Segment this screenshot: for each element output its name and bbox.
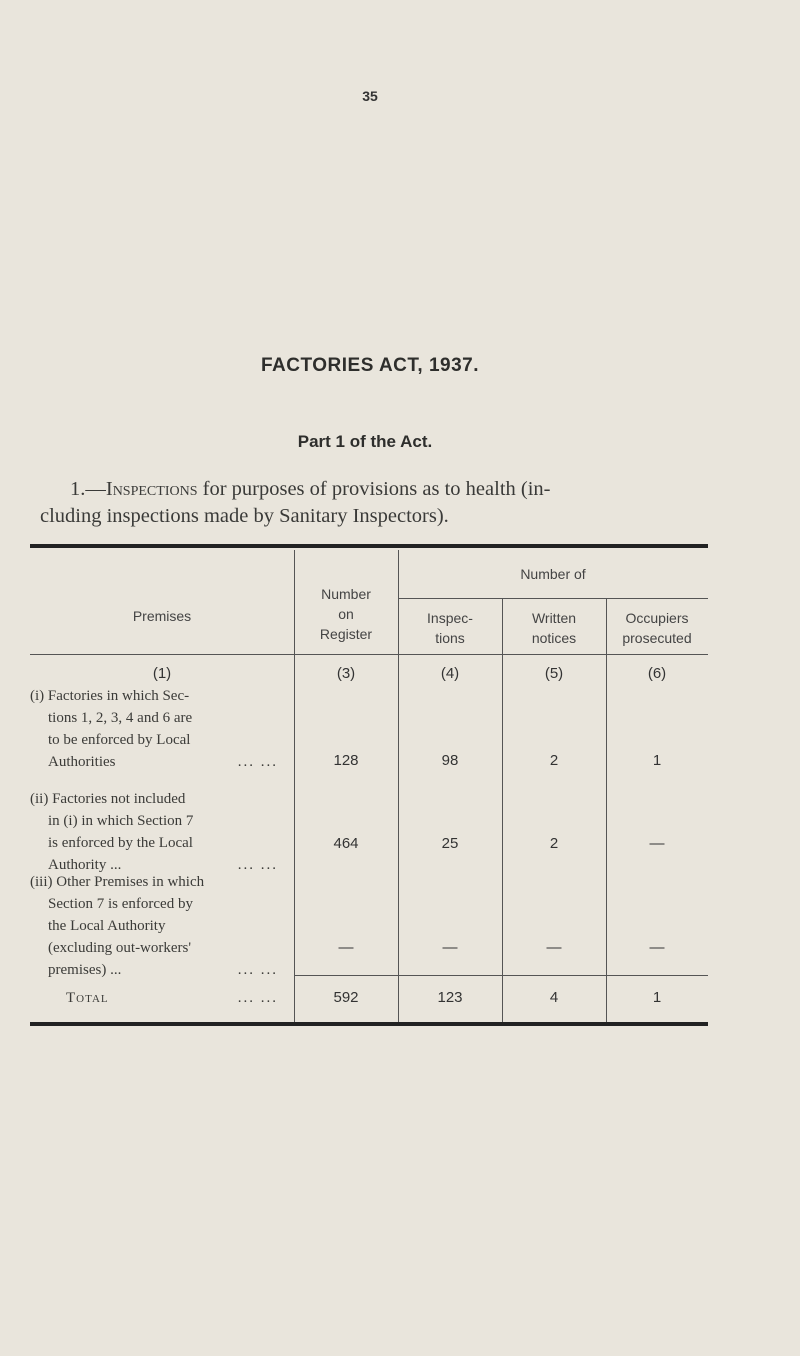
cell-register: — bbox=[338, 939, 354, 956]
row-label-line: in (i) in which Section 7 bbox=[48, 813, 194, 829]
cell-inspections: — bbox=[442, 939, 458, 956]
intro-line1: for purposes of provisions as to health (in- bbox=[197, 478, 551, 500]
leader-dots: ... ... bbox=[237, 857, 278, 873]
row-label-line: Authorities bbox=[48, 754, 116, 770]
row-label-line: (excluding out-workers' bbox=[48, 940, 192, 956]
col-number: (5) bbox=[544, 665, 564, 682]
total-written-notices: 4 bbox=[549, 989, 559, 1006]
row-label-line: Section 7 is enforced by bbox=[48, 896, 193, 912]
header-written-line: notices bbox=[531, 630, 577, 646]
row-label-line: (i) Factories in which Sec- bbox=[30, 688, 190, 704]
cell-register: 128 bbox=[333, 752, 359, 769]
header-inspections-line: Inspec- bbox=[427, 610, 473, 626]
header-register-line: on bbox=[338, 606, 354, 622]
col-number: (1) bbox=[152, 665, 172, 682]
header-written-notices bbox=[502, 608, 606, 648]
cell-occupiers: 1 bbox=[652, 752, 662, 769]
header-occupiers-prosecuted bbox=[606, 608, 708, 648]
header-occupiers-line: prosecuted bbox=[622, 630, 692, 646]
cell-occupiers: — bbox=[649, 835, 665, 852]
col-divider bbox=[606, 598, 607, 1022]
section-subtitle: Part 1 of the Act. bbox=[297, 432, 433, 451]
inspections-table bbox=[30, 544, 708, 1026]
header-register bbox=[294, 584, 398, 644]
cell-register: 464 bbox=[333, 835, 359, 852]
cell-written-notices: 2 bbox=[549, 752, 559, 769]
total-occupiers: 1 bbox=[652, 989, 662, 1006]
row-label-line: tions 1, 2, 3, 4 and 6 are bbox=[48, 710, 193, 726]
col-number: (4) bbox=[440, 665, 460, 682]
leader-dots: ... ... bbox=[237, 962, 278, 978]
header-inspections bbox=[398, 608, 502, 648]
row-label-line: (ii) Factories not included bbox=[30, 791, 186, 807]
cell-occupiers: — bbox=[649, 939, 665, 956]
header-rule bbox=[30, 654, 708, 655]
total-row-label bbox=[30, 987, 278, 1009]
page-number: 35 bbox=[362, 88, 378, 104]
row-label-line: to be enforced by Local bbox=[48, 732, 191, 748]
leader-dots: ... ... bbox=[237, 754, 278, 770]
page-title: FACTORIES ACT, 1937. bbox=[260, 355, 479, 376]
row-label-line: premises) ... bbox=[48, 962, 122, 978]
group-header-rule bbox=[398, 598, 708, 599]
total-rule bbox=[294, 975, 708, 976]
cell-inspections: 98 bbox=[441, 752, 459, 769]
row-label-line: (iii) Other Premises in which bbox=[30, 874, 205, 890]
intro-number: 1.— bbox=[70, 478, 106, 500]
leader-dots: ... ... bbox=[237, 990, 278, 1006]
table-row-label bbox=[30, 685, 278, 773]
cell-written-notices: — bbox=[546, 939, 562, 956]
cell-written-notices: 2 bbox=[549, 835, 559, 852]
col-divider bbox=[502, 598, 503, 1022]
total-inspections: 123 bbox=[437, 989, 463, 1006]
cell-inspections: 25 bbox=[441, 835, 459, 852]
table-row-label bbox=[30, 871, 278, 981]
table-row-label bbox=[30, 788, 278, 876]
total-label: Total bbox=[66, 990, 109, 1006]
intro-line2: cluding inspections made by Sanitary Inspectors). bbox=[40, 505, 449, 527]
table-top-rule bbox=[30, 544, 708, 548]
header-register-line: Register bbox=[319, 626, 373, 642]
header-register-line: Number bbox=[321, 586, 371, 602]
row-label-line: is enforced by the Local bbox=[48, 835, 193, 851]
intro-paragraph bbox=[40, 476, 710, 530]
table-bottom-rule bbox=[30, 1022, 708, 1026]
header-inspections-line: tions bbox=[435, 630, 465, 646]
col-number: (3) bbox=[336, 665, 356, 682]
row-label-line: Authority ... bbox=[48, 857, 122, 873]
intro-lead: Inspections bbox=[105, 478, 198, 500]
total-register: 592 bbox=[333, 989, 359, 1006]
header-occupiers-line: Occupiers bbox=[625, 610, 689, 626]
header-written-line: Written bbox=[531, 610, 577, 626]
header-premises: Premises bbox=[132, 608, 192, 624]
row-label-line: the Local Authority bbox=[48, 918, 166, 934]
col-number: (6) bbox=[647, 665, 667, 682]
header-number-of: Number of bbox=[520, 566, 586, 582]
